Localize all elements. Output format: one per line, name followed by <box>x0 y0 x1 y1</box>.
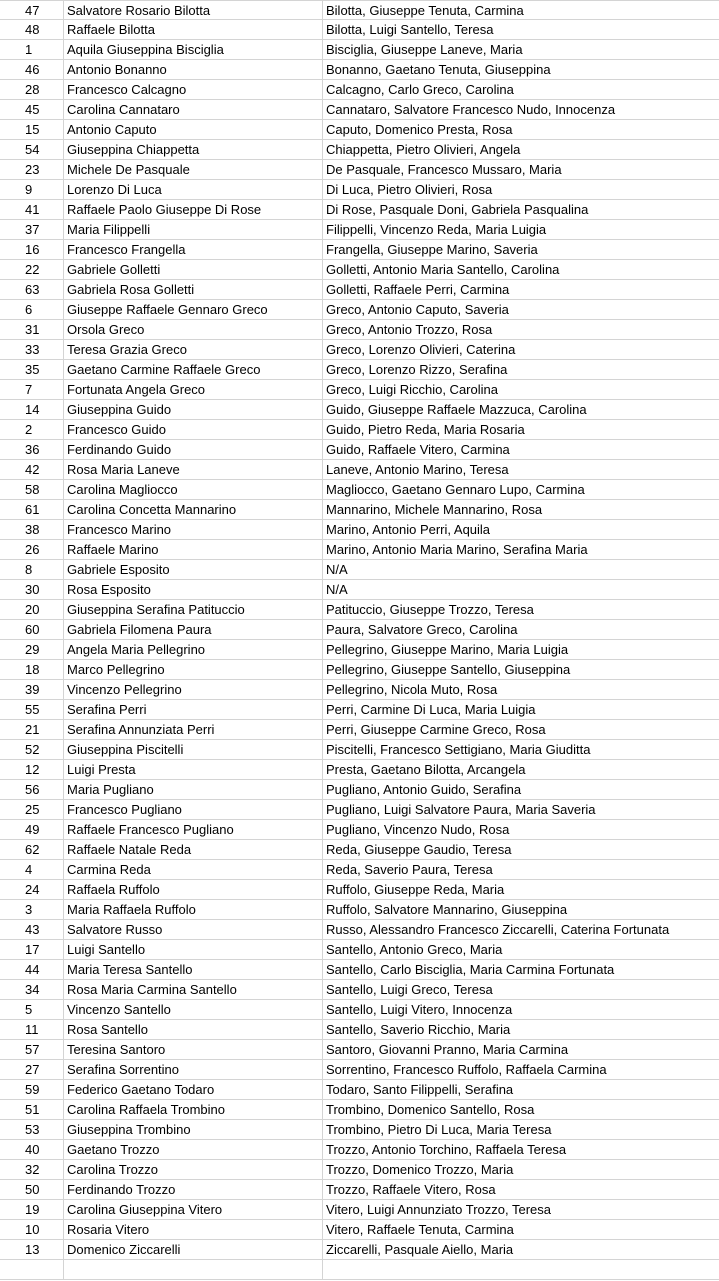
table-row <box>0 140 719 160</box>
parents-cell[interactable]: Di Rose, Pasquale Doni, Gabriela Pasqualina <box>326 202 589 217</box>
parents-cell[interactable]: Golletti, Antonio Maria Santello, Carolina <box>326 262 560 277</box>
name-cell[interactable]: Orsola Greco <box>64 320 323 339</box>
parents-cell[interactable]: Chiappetta, Pietro Olivieri, Angela <box>326 142 521 157</box>
table-row <box>0 1000 719 1020</box>
parents-cell[interactable]: Greco, Lorenzo Olivieri, Caterina <box>326 342 516 357</box>
id-cell[interactable]: 36 <box>0 440 64 459</box>
table-row <box>0 580 719 600</box>
name-cell[interactable]: Giuseppe Raffaele Gennaro Greco <box>64 300 323 319</box>
table-row <box>0 660 719 680</box>
name-cell[interactable]: Rosa Maria Laneve <box>64 460 323 479</box>
parents-cell[interactable]: Trozzo, Domenico Trozzo, Maria <box>326 1162 514 1177</box>
id-cell[interactable]: 49 <box>0 820 64 839</box>
name-cell[interactable]: Gabriele Golletti <box>64 260 323 279</box>
name-cell[interactable]: Vincenzo Santello <box>64 1000 323 1019</box>
parents-cell[interactable]: Pugliano, Luigi Salvatore Paura, Maria Saveria <box>326 802 596 817</box>
table-row <box>0 980 719 1000</box>
parents-cell[interactable]: Golletti, Raffaele Perri, Carmina <box>326 282 510 297</box>
name-cell[interactable]: Fortunata Angela Greco <box>64 380 323 399</box>
id-cell[interactable]: 9 <box>0 180 64 199</box>
table-row <box>0 740 719 760</box>
parents-cell[interactable]: Calcagno, Carlo Greco, Carolina <box>326 82 514 97</box>
name-cell[interactable]: Raffaela Ruffolo <box>64 880 323 899</box>
id-cell[interactable]: 41 <box>0 200 64 219</box>
parents-cell[interactable]: Russo, Alessandro Francesco Ziccarelli, Caterina Fortunata <box>326 922 670 937</box>
id-cell[interactable]: 52 <box>0 740 64 759</box>
name-cell[interactable]: Carolina Raffaela Trombino <box>64 1100 323 1119</box>
parents-cell[interactable]: Bilotta, Luigi Santello, Teresa <box>326 22 494 37</box>
id-cell[interactable]: 39 <box>0 680 64 699</box>
id-cell[interactable]: 1 <box>0 40 64 59</box>
parents-cell[interactable]: Sorrentino, Francesco Ruffolo, Raffaela Carmina <box>326 1062 607 1077</box>
parents-cell[interactable]: Cannataro, Salvatore Francesco Nudo, Innocenza <box>326 102 616 117</box>
name-cell[interactable]: Giuseppina Piscitelli <box>64 740 323 759</box>
parents-cell[interactable]: Bilotta, Giuseppe Tenuta, Carmina <box>326 3 524 18</box>
table-row <box>0 860 719 880</box>
name-cell[interactable]: Carmina Reda <box>64 860 323 879</box>
empty-cell[interactable] <box>323 1260 719 1279</box>
id-cell[interactable]: 5 <box>0 1000 64 1019</box>
name-cell[interactable]: Carolina Giuseppina Vitero <box>64 1200 323 1219</box>
name-cell[interactable]: Carolina Trozzo <box>64 1160 323 1179</box>
id-cell[interactable]: 50 <box>0 1180 64 1199</box>
table-row <box>0 920 719 940</box>
name-cell[interactable]: Francesco Frangella <box>64 240 323 259</box>
id-cell[interactable]: 19 <box>0 1200 64 1219</box>
table-row <box>0 1120 719 1140</box>
id-cell[interactable]: 23 <box>0 160 64 179</box>
id-cell[interactable]: 12 <box>0 760 64 779</box>
name-cell[interactable]: Luigi Santello <box>64 940 323 959</box>
parents-cell[interactable]: Frangella, Giuseppe Marino, Saveria <box>326 242 538 257</box>
id-cell[interactable]: 44 <box>0 960 64 979</box>
name-cell[interactable]: Gabriela Rosa Golletti <box>64 280 323 299</box>
table-row <box>0 1080 719 1100</box>
name-cell[interactable]: Raffaele Francesco Pugliano <box>64 820 323 839</box>
table-row <box>0 600 719 620</box>
parents-cell[interactable]: Pellegrino, Giuseppe Marino, Maria Luigia <box>326 642 569 657</box>
parents-cell[interactable]: Trombino, Pietro Di Luca, Maria Teresa <box>326 1122 552 1137</box>
parents-cell[interactable]: Santello, Saverio Ricchio, Maria <box>326 1022 511 1037</box>
name-cell[interactable]: Angela Maria Pellegrino <box>64 640 323 659</box>
name-cell[interactable]: Domenico Ziccarelli <box>64 1240 323 1259</box>
parents-cell[interactable]: Greco, Luigi Ricchio, Carolina <box>326 382 498 397</box>
parents-cell[interactable]: Marino, Antonio Perri, Aquila <box>326 522 491 537</box>
name-cell[interactable]: Maria Filippelli <box>64 220 323 239</box>
parents-cell[interactable]: Pellegrino, Nicola Muto, Rosa <box>326 682 498 697</box>
id-cell[interactable]: 16 <box>0 240 64 259</box>
parents-cell[interactable]: Greco, Antonio Caputo, Saveria <box>326 302 509 317</box>
id-cell[interactable]: 43 <box>0 920 64 939</box>
parents-cell[interactable]: Reda, Giuseppe Gaudio, Teresa <box>326 842 512 857</box>
id-cell[interactable]: 30 <box>0 580 64 599</box>
parents-cell[interactable]: Piscitelli, Francesco Settigiano, Maria Giuditta <box>326 742 591 757</box>
id-cell[interactable]: 63 <box>0 280 64 299</box>
empty-row <box>0 1260 719 1280</box>
table-row <box>0 520 719 540</box>
id-cell[interactable]: 59 <box>0 1080 64 1099</box>
table-row <box>0 220 719 240</box>
table-row <box>0 780 719 800</box>
id-cell[interactable]: 38 <box>0 520 64 539</box>
id-cell[interactable]: 15 <box>0 120 64 139</box>
table-row <box>0 360 719 380</box>
table-row <box>0 260 719 280</box>
table-row <box>0 300 719 320</box>
table-row <box>0 440 719 460</box>
parents-cell[interactable]: Guido, Pietro Reda, Maria Rosaria <box>326 422 525 437</box>
name-cell[interactable]: Giuseppina Trombino <box>64 1120 323 1139</box>
name-cell[interactable]: Giuseppina Chiappetta <box>64 140 323 159</box>
id-cell[interactable]: 61 <box>0 500 64 519</box>
table-row <box>0 800 719 820</box>
parents-cell[interactable]: Pellegrino, Giuseppe Santello, Giuseppina <box>326 662 571 677</box>
name-cell[interactable]: Carolina Concetta Mannarino <box>64 500 323 519</box>
parents-cell[interactable]: Paura, Salvatore Greco, Carolina <box>326 622 518 637</box>
parents-cell[interactable]: Vitero, Luigi Annunziato Trozzo, Teresa <box>326 1202 551 1217</box>
name-cell[interactable]: Antonio Bonanno <box>64 60 323 79</box>
name-cell[interactable]: Federico Gaetano Todaro <box>64 1080 323 1099</box>
id-cell[interactable]: 28 <box>0 80 64 99</box>
id-cell[interactable]: 60 <box>0 620 64 639</box>
id-cell[interactable]: 34 <box>0 980 64 999</box>
parents-cell[interactable]: Greco, Lorenzo Rizzo, Serafina <box>326 362 508 377</box>
table-row <box>0 960 719 980</box>
name-cell[interactable]: Gaetano Trozzo <box>64 1140 323 1159</box>
parents-cell[interactable]: Ziccarelli, Pasquale Aiello, Maria <box>326 1242 514 1257</box>
id-cell[interactable]: 4 <box>0 860 64 879</box>
table-row <box>0 80 719 100</box>
name-cell[interactable]: Francesco Pugliano <box>64 800 323 819</box>
name-cell[interactable]: Salvatore Rosario Bilotta <box>64 1 323 20</box>
id-cell[interactable]: 57 <box>0 1040 64 1059</box>
table-row <box>0 640 719 660</box>
table-row <box>0 1060 719 1080</box>
table-row <box>0 60 719 80</box>
table-row <box>0 20 719 40</box>
id-cell[interactable]: 33 <box>0 340 64 359</box>
table-row <box>0 900 719 920</box>
id-cell[interactable]: 45 <box>0 100 64 119</box>
name-cell[interactable]: Teresina Santoro <box>64 1040 323 1059</box>
table-row <box>0 380 719 400</box>
parents-cell[interactable]: Filippelli, Vincenzo Reda, Maria Luigia <box>326 222 547 237</box>
name-cell[interactable]: Serafina Perri <box>64 700 323 719</box>
table-row <box>0 1160 719 1180</box>
name-cell[interactable]: Giuseppina Guido <box>64 400 323 419</box>
id-cell[interactable]: 2 <box>0 420 64 439</box>
name-cell[interactable]: Luigi Presta <box>64 760 323 779</box>
id-cell[interactable]: 54 <box>0 140 64 159</box>
parents-cell[interactable]: Ruffolo, Salvatore Mannarino, Giuseppina <box>326 902 568 917</box>
name-cell[interactable]: Carolina Magliocco <box>64 480 323 499</box>
id-cell[interactable]: 10 <box>0 1220 64 1239</box>
table-row <box>0 40 719 60</box>
parents-cell[interactable]: Perri, Giuseppe Carmine Greco, Rosa <box>326 722 546 737</box>
parents-cell[interactable]: Todaro, Santo Filippelli, Serafina <box>326 1082 514 1097</box>
parents-cell[interactable]: Magliocco, Gaetano Gennaro Lupo, Carmina <box>326 482 585 497</box>
table-row <box>0 880 719 900</box>
name-cell[interactable]: Marco Pellegrino <box>64 660 323 679</box>
name-cell[interactable]: Ferdinando Trozzo <box>64 1180 323 1199</box>
id-cell[interactable]: 56 <box>0 780 64 799</box>
id-cell[interactable]: 58 <box>0 480 64 499</box>
id-cell[interactable]: 14 <box>0 400 64 419</box>
id-cell[interactable]: 35 <box>0 360 64 379</box>
table-row <box>0 120 719 140</box>
name-cell[interactable]: Ferdinando Guido <box>64 440 323 459</box>
table-row <box>0 1140 719 1160</box>
parents-cell[interactable]: Laneve, Antonio Marino, Teresa <box>326 462 509 477</box>
table-row <box>0 560 719 580</box>
table-row <box>0 1020 719 1040</box>
id-cell[interactable]: 40 <box>0 1140 64 1159</box>
parents-cell[interactable]: Santello, Carlo Bisciglia, Maria Carmina Fortunata <box>326 962 615 977</box>
parents-cell[interactable]: Bisciglia, Giuseppe Laneve, Maria <box>326 42 523 57</box>
table-row <box>0 1180 719 1200</box>
name-cell[interactable]: Michele De Pasquale <box>64 160 323 179</box>
name-cell[interactable]: Serafina Annunziata Perri <box>64 720 323 739</box>
table-row <box>0 100 719 120</box>
id-cell[interactable]: 8 <box>0 560 64 579</box>
id-cell[interactable]: 62 <box>0 840 64 859</box>
table-row <box>0 320 719 340</box>
name-cell[interactable]: Maria Raffaela Ruffolo <box>64 900 323 919</box>
name-cell[interactable]: Giuseppina Serafina Patituccio <box>64 600 323 619</box>
parents-cell[interactable]: Di Luca, Pietro Olivieri, Rosa <box>326 182 493 197</box>
table-row <box>0 480 719 500</box>
table-row <box>0 160 719 180</box>
name-cell[interactable]: Rosa Santello <box>64 1020 323 1039</box>
parents-cell[interactable]: Santello, Luigi Greco, Teresa <box>326 982 493 997</box>
table-row <box>0 420 719 440</box>
name-cell[interactable]: Maria Pugliano <box>64 780 323 799</box>
id-cell[interactable]: 7 <box>0 380 64 399</box>
name-cell[interactable]: Lorenzo Di Luca <box>64 180 323 199</box>
table-row <box>0 340 719 360</box>
name-cell[interactable]: Raffaele Marino <box>64 540 323 559</box>
id-cell[interactable]: 3 <box>0 900 64 919</box>
id-cell[interactable]: 42 <box>0 460 64 479</box>
table-row <box>0 460 719 480</box>
id-cell[interactable]: 22 <box>0 260 64 279</box>
parents-cell[interactable]: Greco, Antonio Trozzo, Rosa <box>326 322 493 337</box>
name-cell[interactable]: Carolina Cannataro <box>64 100 323 119</box>
table-row <box>0 1100 719 1120</box>
id-cell[interactable]: 21 <box>0 720 64 739</box>
parents-cell[interactable]: N/A <box>326 582 348 597</box>
id-cell[interactable]: 53 <box>0 1120 64 1139</box>
table-row <box>0 680 719 700</box>
id-cell[interactable]: 51 <box>0 1100 64 1119</box>
name-cell[interactable]: Rosaria Vitero <box>64 1220 323 1239</box>
parents-cell[interactable]: Caputo, Domenico Presta, Rosa <box>326 122 513 137</box>
id-cell[interactable]: 6 <box>0 300 64 319</box>
table-row <box>0 180 719 200</box>
empty-cell[interactable] <box>0 1260 64 1279</box>
parents-cell[interactable]: Reda, Saverio Paura, Teresa <box>326 862 493 877</box>
parents-cell[interactable]: Guido, Giuseppe Raffaele Mazzuca, Carolina <box>326 402 587 417</box>
id-cell[interactable]: 27 <box>0 1060 64 1079</box>
parents-cell[interactable]: Pugliano, Vincenzo Nudo, Rosa <box>326 822 510 837</box>
parents-cell[interactable]: De Pasquale, Francesco Mussaro, Maria <box>326 162 562 177</box>
id-cell[interactable]: 17 <box>0 940 64 959</box>
id-cell[interactable]: 55 <box>0 700 64 719</box>
parents-cell[interactable]: Trozzo, Raffaele Vitero, Rosa <box>326 1182 496 1197</box>
table-row <box>0 280 719 300</box>
parents-cell[interactable]: Marino, Antonio Maria Marino, Serafina Maria <box>326 542 588 557</box>
id-cell[interactable]: 18 <box>0 660 64 679</box>
name-cell[interactable]: Francesco Guido <box>64 420 323 439</box>
table-row <box>0 240 719 260</box>
parents-cell[interactable]: Pugliano, Antonio Guido, Serafina <box>326 782 522 797</box>
id-cell[interactable]: 11 <box>0 1020 64 1039</box>
table-row <box>0 1220 719 1240</box>
parents-cell[interactable]: Patituccio, Giuseppe Trozzo, Teresa <box>326 602 534 617</box>
table-row <box>0 200 719 220</box>
name-cell[interactable]: Rosa Maria Carmina Santello <box>64 980 323 999</box>
parents-cell[interactable]: Trozzo, Antonio Torchino, Raffaela Teresa <box>326 1142 567 1157</box>
name-cell[interactable]: Francesco Marino <box>64 520 323 539</box>
parents-cell[interactable]: Ruffolo, Giuseppe Reda, Maria <box>326 882 505 897</box>
parents-cell[interactable]: Vitero, Raffaele Tenuta, Carmina <box>326 1222 514 1237</box>
parents-cell[interactable]: Santello, Antonio Greco, Maria <box>326 942 503 957</box>
parents-cell[interactable]: N/A <box>326 562 348 577</box>
name-cell[interactable]: Aquila Giuseppina Bisciglia <box>64 40 323 59</box>
parents-cell[interactable]: Presta, Gaetano Bilotta, Arcangela <box>326 762 526 777</box>
id-cell[interactable]: 37 <box>0 220 64 239</box>
table-row <box>0 700 719 720</box>
table-row <box>0 0 719 20</box>
table-row <box>0 1240 719 1260</box>
table-row <box>0 1040 719 1060</box>
name-cell[interactable]: Salvatore Russo <box>64 920 323 939</box>
table-row <box>0 760 719 780</box>
table-row <box>0 820 719 840</box>
table-row <box>0 500 719 520</box>
name-cell[interactable]: Raffaele Natale Reda <box>64 840 323 859</box>
table-row <box>0 400 719 420</box>
name-cell[interactable]: Raffaele Paolo Giuseppe Di Rose <box>64 200 323 219</box>
parents-cell[interactable]: Perri, Carmine Di Luca, Maria Luigia <box>326 702 536 717</box>
id-cell[interactable]: 47 <box>0 1 64 20</box>
id-cell[interactable]: 32 <box>0 1160 64 1179</box>
parents-cell[interactable]: Santoro, Giovanni Pranno, Maria Carmina <box>326 1042 569 1057</box>
id-cell[interactable]: 20 <box>0 600 64 619</box>
id-cell[interactable]: 31 <box>0 320 64 339</box>
table-row <box>0 620 719 640</box>
name-cell[interactable]: Gabriela Filomena Paura <box>64 620 323 639</box>
empty-cell[interactable] <box>64 1260 323 1279</box>
parents-cell[interactable]: Trombino, Domenico Santello, Rosa <box>326 1102 535 1117</box>
name-cell[interactable]: Maria Teresa Santello <box>64 960 323 979</box>
parents-cell[interactable]: Mannarino, Michele Mannarino, Rosa <box>326 502 543 517</box>
name-cell[interactable]: Raffaele Bilotta <box>64 20 323 39</box>
name-cell[interactable]: Vincenzo Pellegrino <box>64 680 323 699</box>
table-row <box>0 540 719 560</box>
table-row <box>0 840 719 860</box>
id-cell[interactable]: 26 <box>0 540 64 559</box>
id-cell[interactable]: 25 <box>0 800 64 819</box>
parents-cell[interactable]: Guido, Raffaele Vitero, Carmina <box>326 442 510 457</box>
id-cell[interactable]: 13 <box>0 1240 64 1259</box>
parents-cell[interactable]: Bonanno, Gaetano Tenuta, Giuseppina <box>326 62 551 77</box>
id-cell[interactable]: 46 <box>0 60 64 79</box>
table-row <box>0 720 719 740</box>
table-row <box>0 940 719 960</box>
id-cell[interactable]: 48 <box>0 20 64 39</box>
name-cell[interactable]: Gaetano Carmine Raffaele Greco <box>64 360 323 379</box>
name-cell[interactable]: Serafina Sorrentino <box>64 1060 323 1079</box>
parents-cell[interactable]: Santello, Luigi Vitero, Innocenza <box>326 1002 513 1017</box>
id-cell[interactable]: 29 <box>0 640 64 659</box>
name-cell[interactable]: Antonio Caputo <box>64 120 323 139</box>
table-row <box>0 1200 719 1220</box>
id-cell[interactable]: 24 <box>0 880 64 899</box>
name-cell[interactable]: Francesco Calcagno <box>64 80 323 99</box>
name-cell[interactable]: Gabriele Esposito <box>64 560 323 579</box>
name-cell[interactable]: Rosa Esposito <box>64 580 323 599</box>
name-cell[interactable]: Teresa Grazia Greco <box>64 340 323 359</box>
